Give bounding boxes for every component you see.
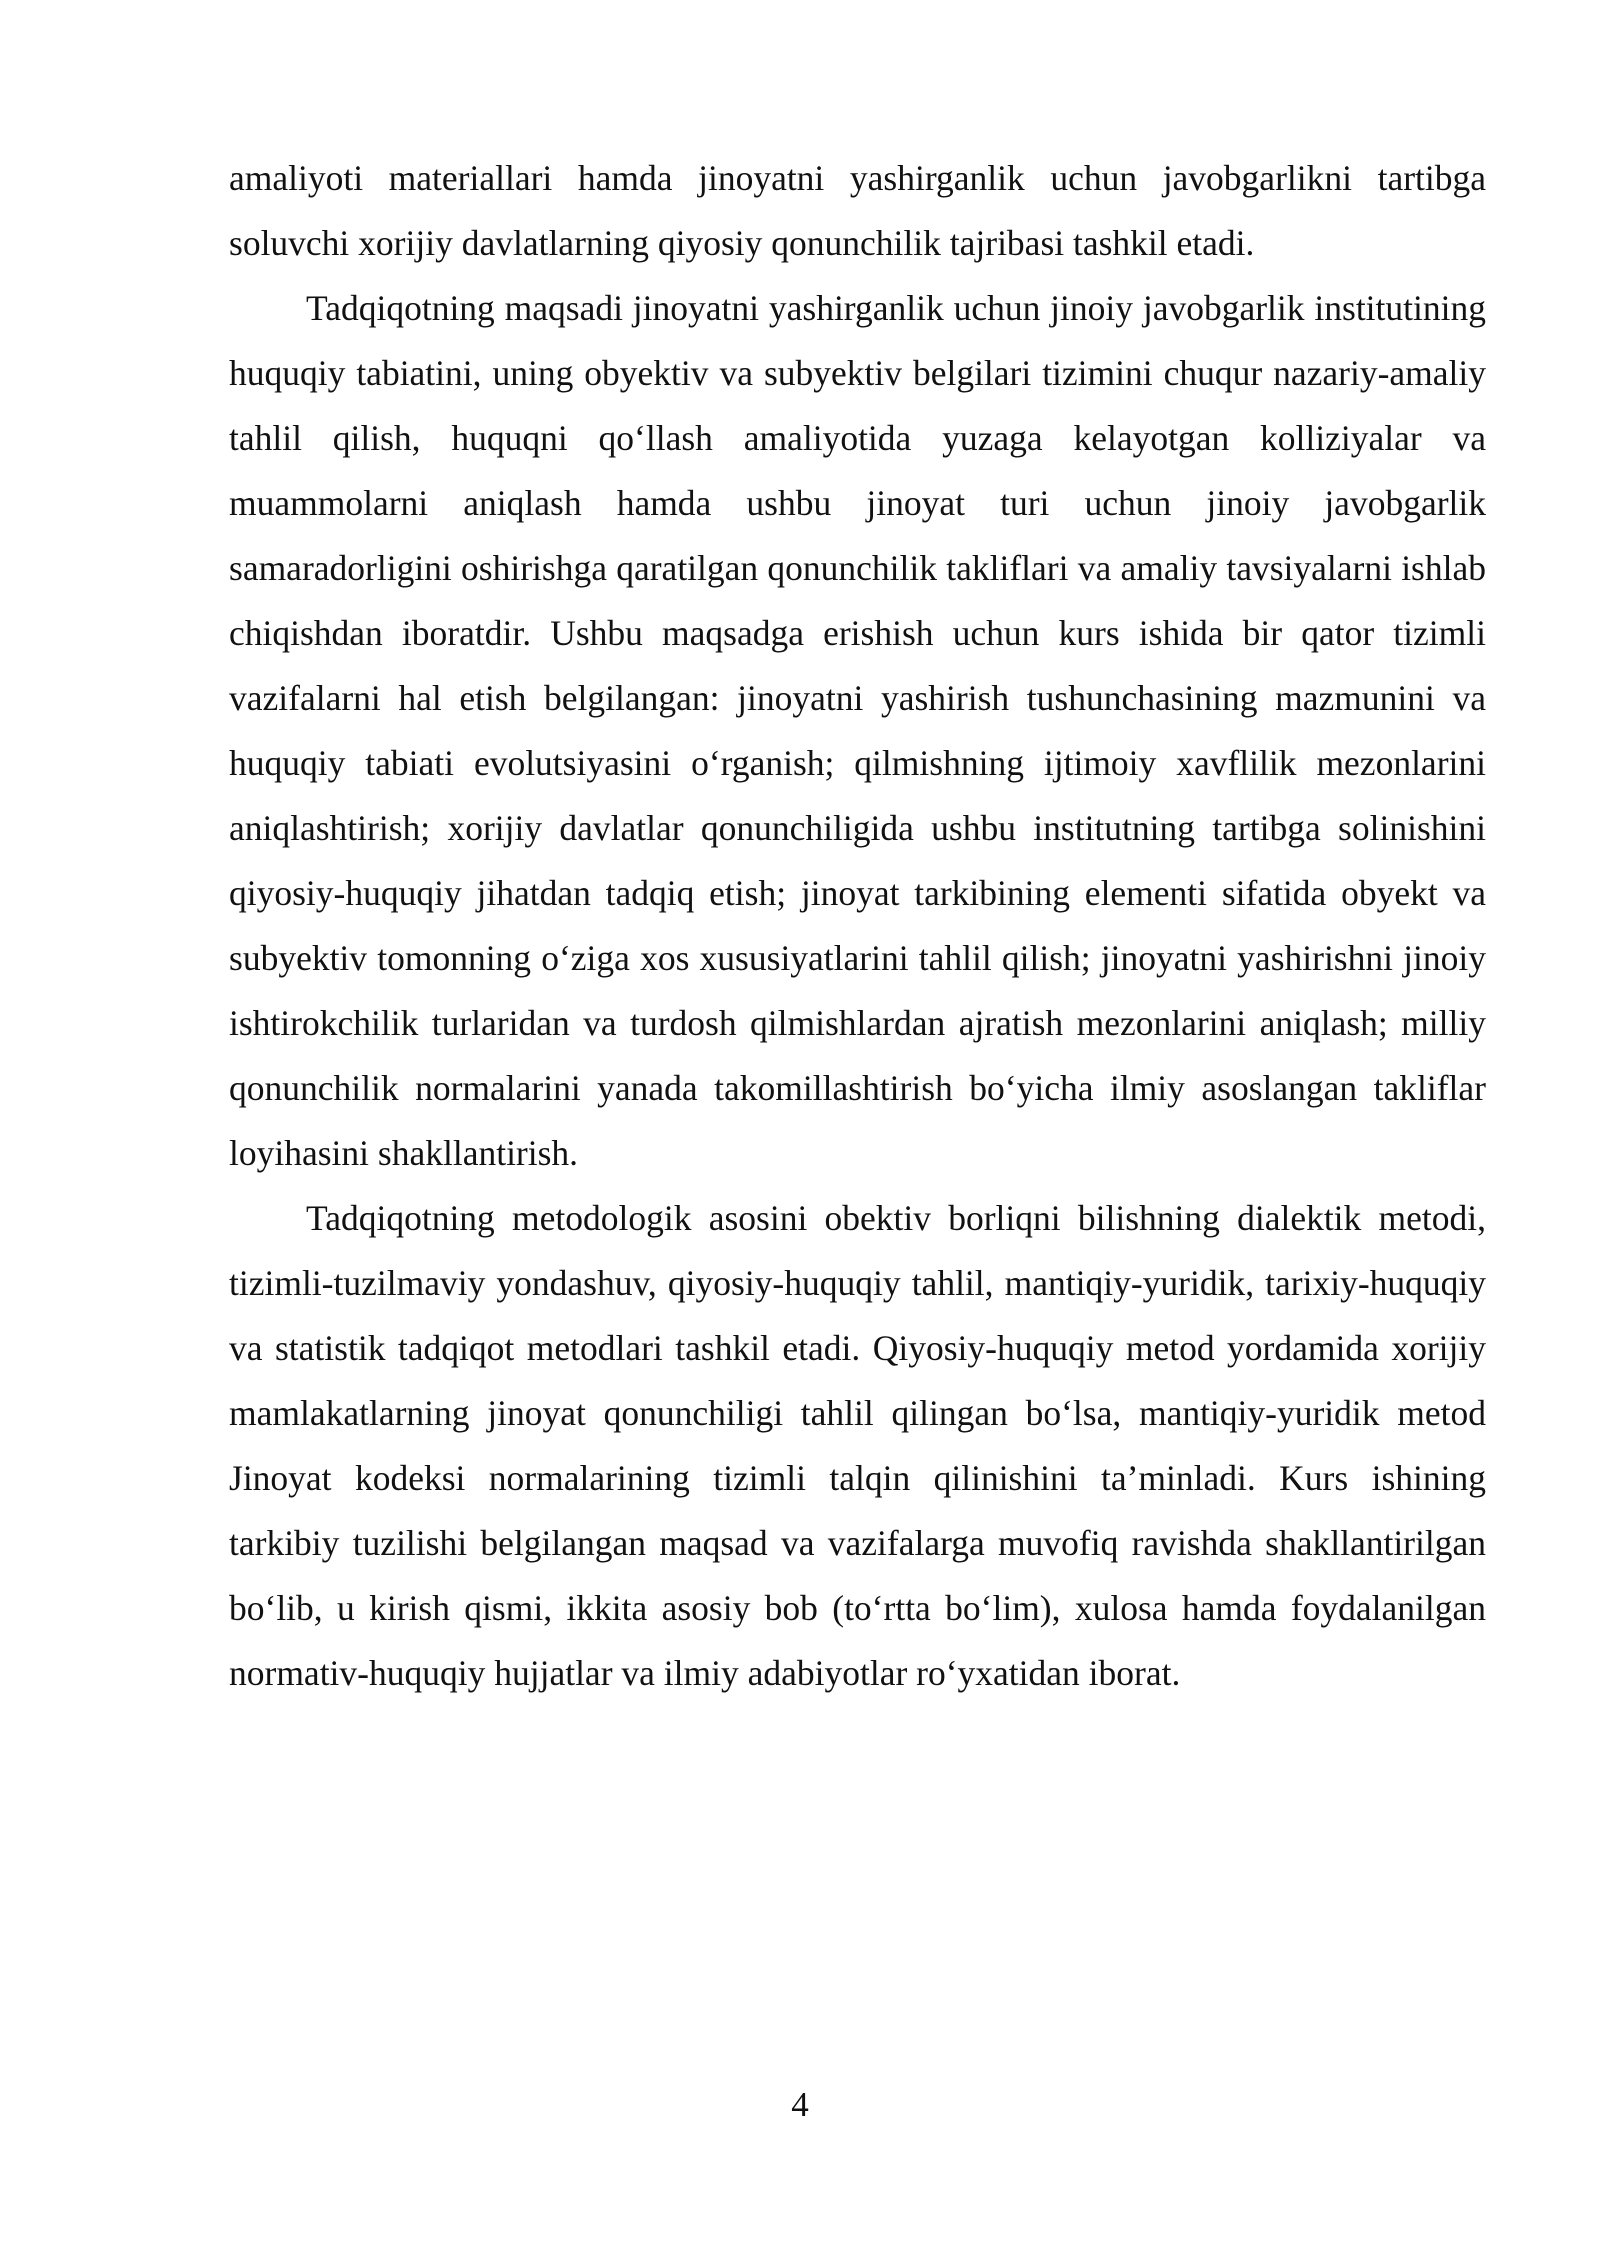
paragraph-continuation: amaliyoti materiallari hamda jinoyatni yashirganlik uchun javobgarlikni tartibga soluvchi xorijiy davlatlarning qiyosiy qonunchilik tajribasi tashkil etadi.	[229, 158, 1486, 263]
paragraph-research-goal: Tadqiqotning maqsadi jinoyatni yashirganlik uchun jinoiy javobgarlik institutining huquqiy tabiatini, uning obyektiv va subyektiv belgilari tizimini chuqur nazariy-amaliy tahlil qilish, huquqni qo‘llash amaliyotida yuzaga kelayotgan kolliziyalar va muammolarni aniqlash hamda ushbu jinoyat turi uchun jinoiy javobgarlik samaradorligini oshirishga qaratilgan qonunchilik takliflari va amaliy tavsiyalarni ishlab chiqishdan iboratdir. Ushbu maqsadga erishish uchun kurs ishida bir qator tizimli vazifalarni hal etish belgilangan: jinoyatni yashirish tushunchasining mazmunini va huquqiy tabiati evolutsiyasini o‘rganish; qilmishning ijtimoiy xavflilik mezonlarini aniqlashtirish; xorijiy davlatlar qonunchiligida ushbu institutning tartibga solinishini qiyosiy-huquqiy jihatdan tadqiq etish; jinoyat tarkibining elementi sifatida obyekt va subyektiv tomonning o‘ziga xos xususiyatlarini tahlil qilish; jinoyatni yashirishni jinoiy ishtirokchilik turlaridan va turdosh qilmishlardan ajratish mezonlarini aniqlash; milliy qonunchilik normalarini yanada takomillashtirish bo‘yicha ilmiy asoslangan takliflar loyihasini shakllantirish.	[229, 288, 1486, 1173]
paragraph-methodology: Tadqiqotning metodologik asosini obektiv borliqni bilishning dialektik metodi, tizimli-tuzilmaviy yondashuv, qiyosiy-huquqiy tahlil, mantiqiy-yuridik, tarixiy-huquqiy va statistik tadqiqot metodlari tashkil etadi. Qiyosiy-huquqiy metod yordamida xorijiy mamlakatlarning jinoyat qonunchiligi tahlil qilingan bo‘lsa, mantiqiy-yuridik metod Jinoyat kodeksi normalarining tizimli talqin qilinishini ta’minladi. Kurs ishining tarkibiy tuzilishi belgilangan maqsad va vazifalarga muvofiq ravishda shakllantirilgan bo‘lib, u kirish qismi, ikkita asosiy bob (to‘rtta bo‘lim), xulosa hamda foydalanilgan normativ-huquqiy hujjatlar va ilmiy adabiyotlar ro‘yxatidan iborat.	[229, 1198, 1486, 1693]
page-number: 4	[791, 2085, 809, 2124]
body-text	[229, 146, 1486, 1706]
